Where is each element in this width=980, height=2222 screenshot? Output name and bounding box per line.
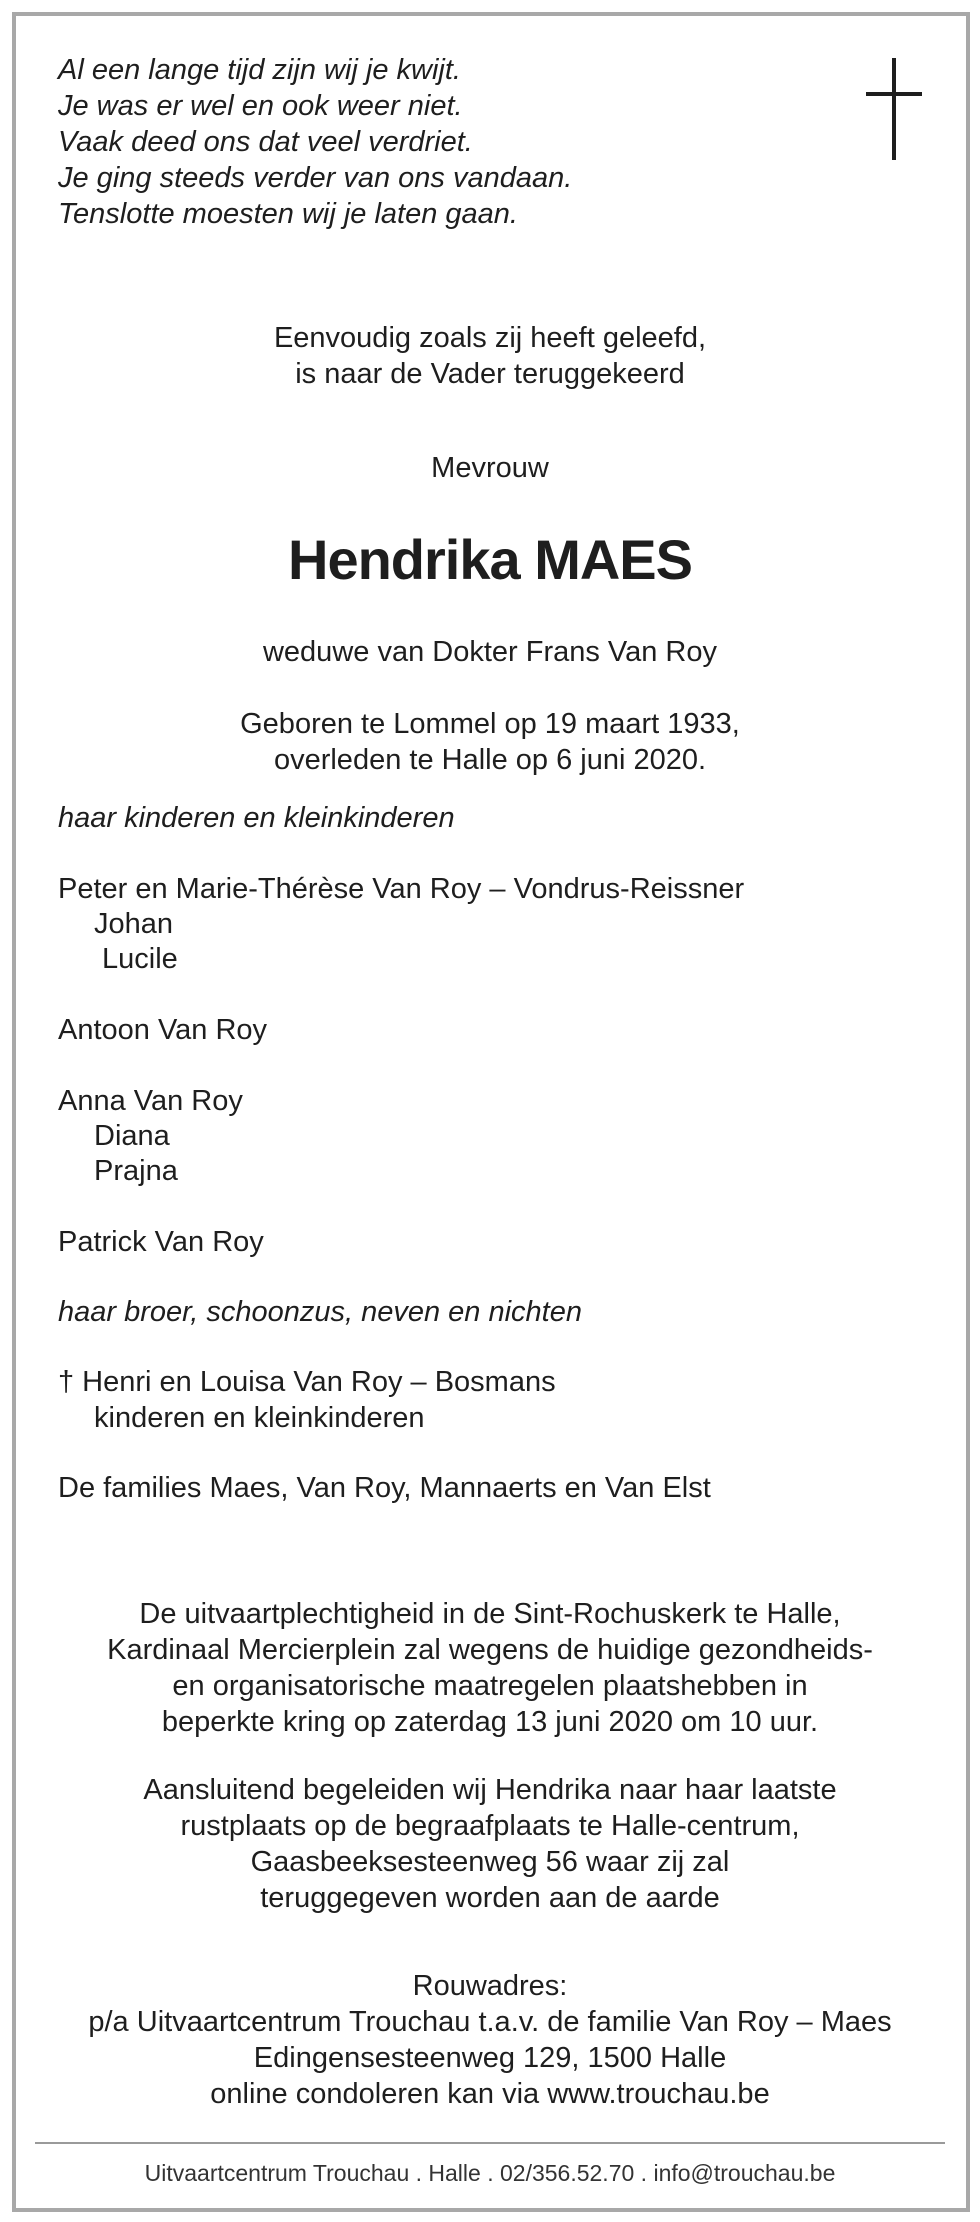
birth-date: Geboren te Lommel op 19 maart 1933, — [240, 708, 740, 740]
burial-line: rustplaats op de begraafplaats te Halle-centrum, — [180, 1810, 800, 1842]
poem-line: Al een lange tijd zijn wij je kwijt. — [58, 54, 461, 86]
widow-of: weduwe van Dokter Frans Van Roy — [262, 636, 717, 668]
mourner-subline: kinderen en kleinkinderen — [94, 1402, 425, 1434]
poem-line: Je ging steeds verder van ons vandaan. — [58, 162, 573, 194]
condolence-line: online condoleren kan via www.trouchau.be — [210, 2078, 770, 2110]
ceremony-line: beperkte kring op zaterdag 13 juni 2020 om 10 uur. — [161, 1706, 819, 1738]
ceremony-line: De uitvaartplechtigheid in de Sint-Rochuskerk te Halle, — [139, 1598, 841, 1630]
burial-line: Aansluitend begeleiden wij Hendrika naar haar laatste — [143, 1774, 837, 1806]
burial-line: Gaasbeeksesteenweg 56 waar zij zal — [250, 1846, 730, 1878]
mourner-line: Antoon Van Roy — [58, 1014, 268, 1046]
grandchild-line: Johan — [94, 908, 174, 940]
ceremony-line: Kardinaal Mercierplein zal wegens de huidige gezondheids- — [107, 1634, 873, 1666]
footer-divider — [35, 2142, 945, 2144]
burial-line: teruggegeven worden aan de aarde — [260, 1882, 720, 1914]
footer: Uitvaartcentrum Trouchau . Halle . 02/356.52.70 . info@trouchau.be — [144, 2160, 836, 2186]
address-line: p/a Uitvaartcentrum Trouchau t.a.v. de familie Van Roy – Maes — [88, 2006, 892, 2038]
poem-line: Je was er wel en ook weer niet. — [58, 90, 463, 122]
grandchild-line: Lucile — [102, 943, 178, 975]
mourner-line: Patrick Van Roy — [58, 1226, 264, 1258]
salutation: Mevrouw — [431, 452, 549, 484]
mourner-line: Anna Van Roy — [58, 1085, 243, 1117]
siblings-heading: haar broer, schoonzus, neven en nichten — [58, 1296, 582, 1328]
poem-line: Tenslotte moesten wij je laten gaan. — [58, 198, 518, 230]
intro-line: is naar de Vader teruggekeerd — [295, 358, 685, 390]
mourner-line: † Henri en Louisa Van Roy – Bosmans — [58, 1366, 556, 1398]
ceremony-line: en organisatorische maatregelen plaatshebben in — [172, 1670, 808, 1702]
grandchild-line: Diana — [94, 1120, 170, 1152]
address-heading: Rouwadres: — [412, 1970, 568, 2002]
deceased-name: Hendrika MAES — [288, 528, 692, 591]
death-date: overleden te Halle op 6 juni 2020. — [273, 744, 707, 776]
poem-line: Vaak deed ons dat veel verdriet. — [58, 126, 473, 158]
cross-icon — [866, 58, 922, 160]
address-line: Edingensesteenweg 129, 1500 Halle — [253, 2042, 727, 2074]
children-heading: haar kinderen en kleinkinderen — [58, 802, 455, 834]
mourner-line: Peter en Marie-Thérèse Van Roy – Vondrus-Reissner — [58, 873, 745, 905]
families-line: De families Maes, Van Roy, Mannaerts en Van Elst — [58, 1472, 711, 1504]
intro-line: Eenvoudig zoals zij heeft geleefd, — [273, 322, 707, 354]
grandchild-line: Prajna — [94, 1155, 178, 1187]
